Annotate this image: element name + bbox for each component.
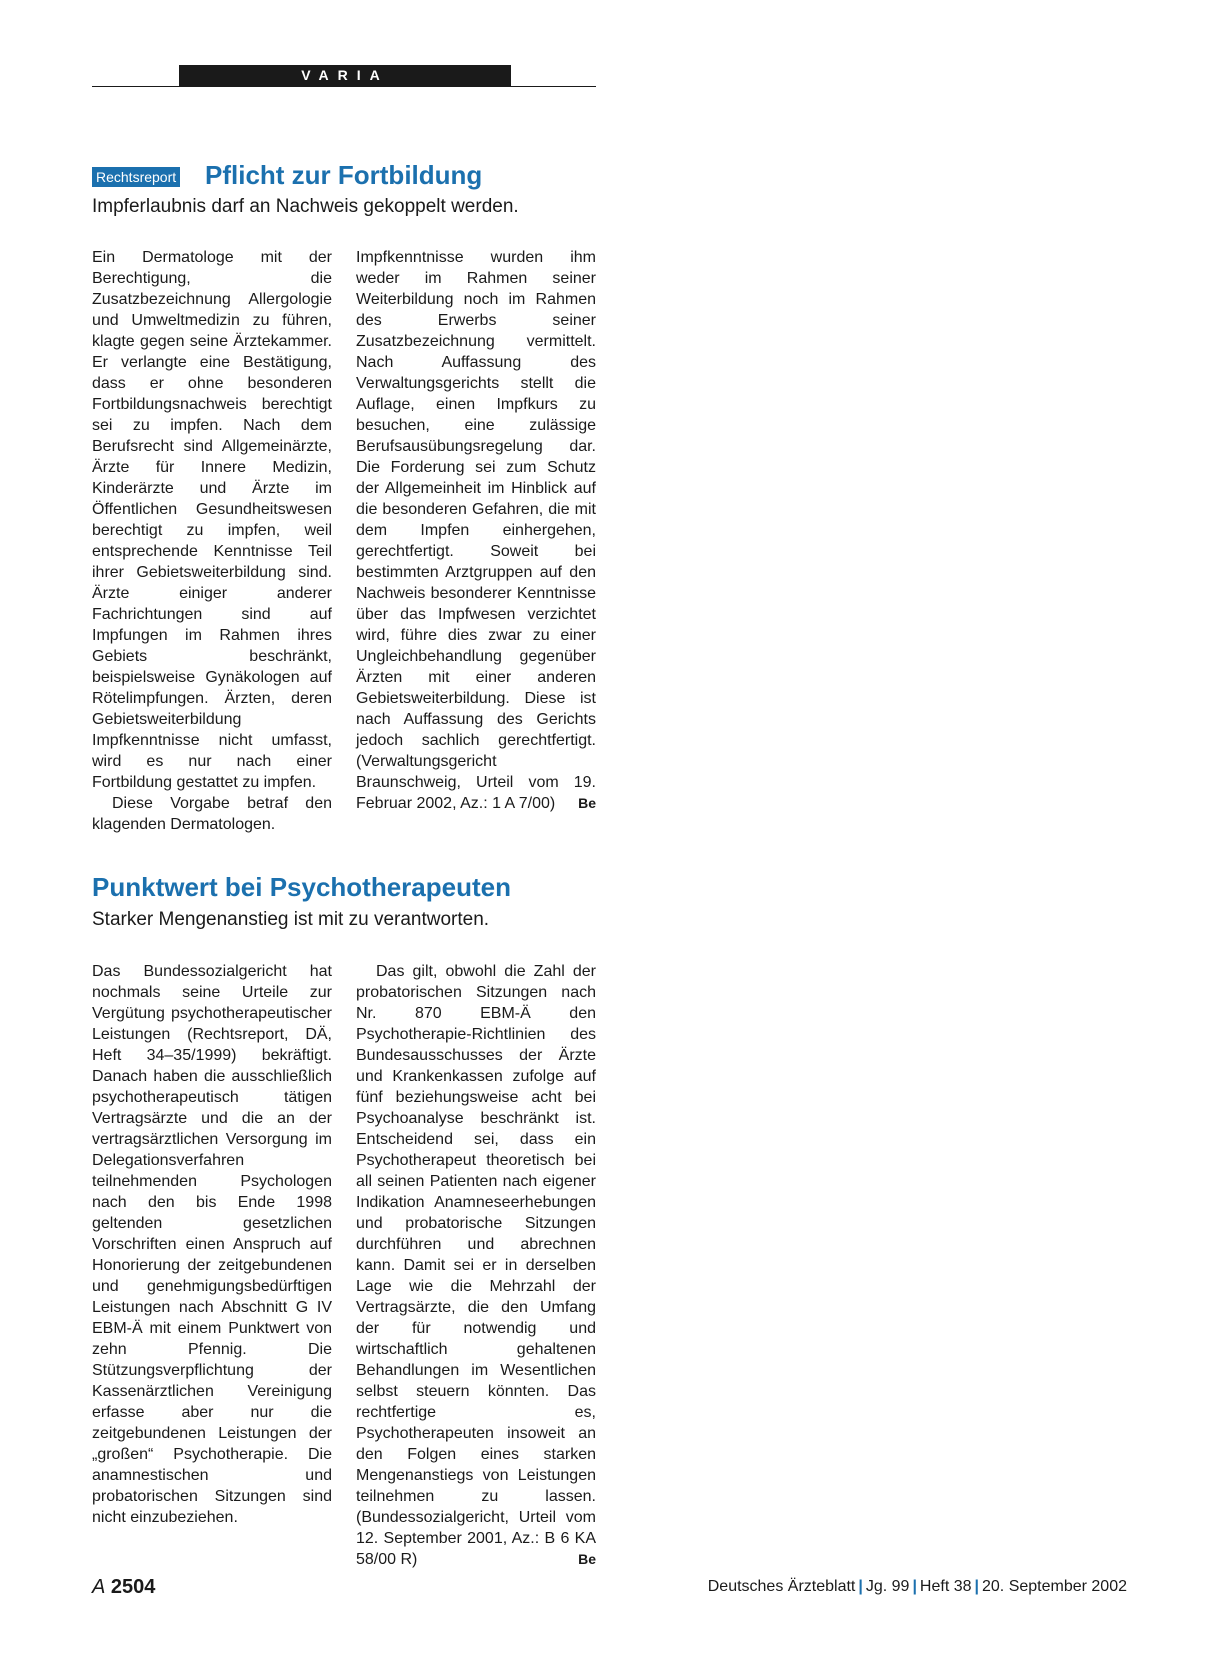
paragraph-text: Impfkenntnisse wurden ihm weder im Rahmen seiner Weiterbildung noch im Rahmen des Erwerbs seiner Zusatzbezeichnung vermittelt. Nach Auffassung des Verwaltungsgerichts stellt die Auflage, einen Impfkurs zu besuchen, eine zulässige Berufsausübungsregelung dar. Die Forderung sei zum Schutz der Allgemeinheit im Hinblick auf die besonderen Gefahren, die mit dem Impfen einhergehen, gerechtfertigt. Soweit bei bestimmten Arztgruppen auf den Nachweis besonderer Kenntnisse über das Impfwesen verzichtet wird, führe dies zwar zu einer Ungleichbehandlung gegenüber Ärzten mit einer anderen Gebietsweiterbildung. Diese ist nach Auffassung des Gerichts jedoch sachlich gerechtfertigt. (Verwaltungsgericht Braunschweig, Urteil vom 19. Februar 2002, Az.: 1 A 7/00) bbox=[356, 249, 596, 812]
journal-issue: Heft 38 bbox=[919, 1578, 972, 1595]
page-number bbox=[92, 1576, 155, 1599]
journal-volume: Jg. 99 bbox=[865, 1578, 910, 1595]
author-signature: Be bbox=[578, 795, 596, 811]
journal-name: Deutsches Ärzteblatt bbox=[707, 1578, 856, 1595]
page-prefix: A bbox=[92, 1576, 106, 1598]
article-title: Pflicht zur Fortbildung bbox=[205, 160, 483, 190]
journal-info bbox=[708, 1578, 1127, 1596]
paragraph bbox=[356, 247, 596, 814]
paragraph: Ein Dermatologe mit der Berechtigung, die Zusatzbezeichnung Allergologie und Umweltmedizin zu führen, klagte gegen seine Ärztekammer. Er verlangte eine Bestätigung, dass er ohne besonderen Fortbildungsnachweis berechtigt sei zu impfen. Nach dem Berufsrecht sind Allgemeinärzte, Ärzte für Innere Medizin, Kinderärzte und Ärzte im Öffentlichen Gesundheitswesen berechtigt zu impfen, weil entsprechende Kenntnisse Teil ihrer Gebietsweiterbildung sind. Ärzte einiger anderer Fachrichtungen sind auf Impfungen im Rahmen ihres Gebiets beschränkt, beispielsweise Gynäkologen auf Rötelimpfungen. Ärzten, deren Gebietsweiterbildung Impfkenntnisse nicht umfasst, wird es nur nach einer Fortbildung gestattet zu impfen. bbox=[92, 249, 332, 791]
article1-column-left bbox=[92, 247, 332, 835]
paragraph: Diese Vorgabe betraf den klagenden Dermatologen. bbox=[92, 795, 332, 833]
journal-date: 20. September 2002 bbox=[982, 1578, 1127, 1595]
separator: | bbox=[858, 1578, 863, 1595]
paragraph bbox=[356, 961, 596, 1570]
article2-column-right bbox=[356, 961, 596, 1570]
rubric-label: Rechtsreport bbox=[92, 167, 180, 187]
article-subtitle: Impferlaubnis darf an Nachweis gekoppelt werden. bbox=[92, 196, 519, 217]
article-title: Punktwert bei Psychotherapeuten bbox=[92, 872, 511, 902]
article-subtitle: Starker Mengenanstieg ist mit zu verantworten. bbox=[92, 909, 490, 930]
separator: | bbox=[974, 1578, 979, 1595]
article1-column-right bbox=[356, 247, 596, 814]
header-rule bbox=[92, 86, 596, 87]
paragraph: Das Bundessozialgericht hat nochmals seine Urteile zur Vergütung psychotherapeutischer Leistungen (Rechtsreport, DÄ, Heft 34–35/1999) bekräftigt. Danach haben die ausschließlich psychotherapeutisch tätigen Vertragsärzte und die an der vertragsärztlichen Versorgung im Delegationsverfahren teilnehmenden Psychologen nach den bis Ende 1998 geltenden gesetzlichen Vorschriften einen Anspruch auf Honorierung der zeitgebundenen und genehmigungsbedürftigen Leistungen nach Abschnitt G IV EBM-Ä mit einem Punktwert von zehn Pfennig. Die Stützungsverpflichtung der Kassenärztlichen Vereinigung erfasse aber nur die zeitgebundenen Leistungen der „großen“ Psychotherapie. Die anamnestischen und probatorischen Sitzungen sind nicht einzubeziehen. bbox=[92, 963, 332, 1526]
page-number-value: 2504 bbox=[110, 1576, 156, 1598]
paragraph-text: Das gilt, obwohl die Zahl der probatorischen Sitzungen nach Nr. 870 EBM-Ä den Psychotherapie-Richtlinien des Bundesausschusses der Ärzte und Krankenkassen zufolge auf fünf beziehungsweise acht bei Psychoanalyse beschränkt ist. Entscheidend sei, dass ein Psychotherapeut theoretisch bei all seinen Patienten nach eigener Indikation Anamneseerhebungen und probatorische Sitzungen durchführen und abrechnen kann. Damit sei er in derselben Lage wie die Mehrzahl der Vertragsärzte, die den Umfang der für notwendig und wirtschaftlich gehaltenen Behandlungen im Wesentlichen selbst steuern könnten. Das rechtfertige es, Psychotherapeuten insoweit an den Folgen eines starken Mengenanstiegs von Leistungen teilnehmen zu lassen. (Bundessozialgericht, Urteil vom 12. September 2001, Az.: B 6 KA 58/00 R) bbox=[356, 963, 596, 1568]
article2-column-left bbox=[92, 961, 332, 1528]
section-header: VARIA bbox=[179, 65, 511, 86]
author-signature: Be bbox=[578, 1551, 596, 1567]
separator: | bbox=[912, 1578, 917, 1595]
